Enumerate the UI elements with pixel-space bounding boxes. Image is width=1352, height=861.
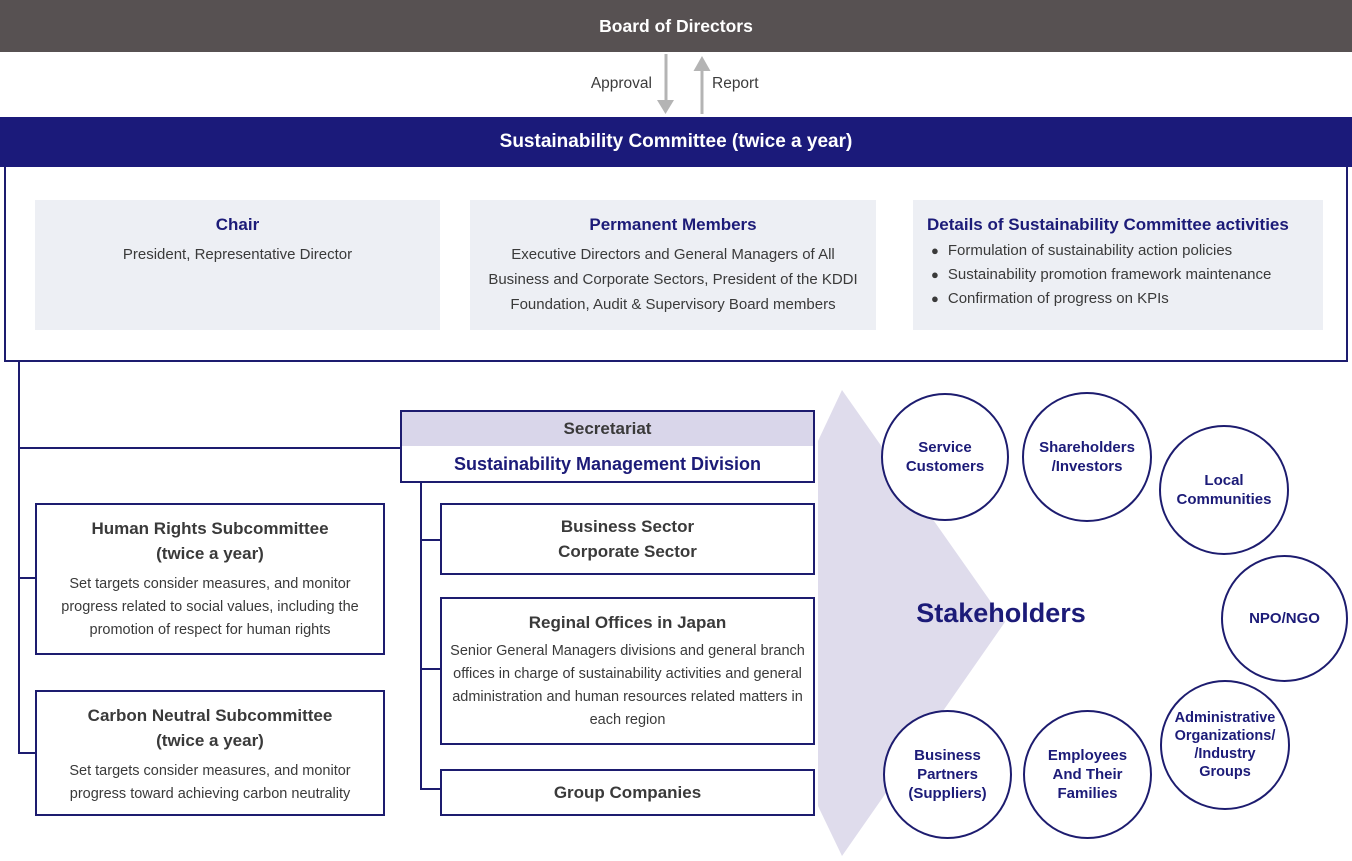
regional-offices-heading: Reginal Offices in Japan <box>528 613 727 632</box>
bullet-icon: ● <box>931 243 939 258</box>
activity-bullet-text: Sustainability promotion framework maintenance <box>947 266 1272 283</box>
secretariat-box <box>400 410 815 483</box>
chair-body: President, Representative Director <box>122 246 353 263</box>
regional-offices-body: Senior General Managers divisions and general branch offices in charge of sustainability activities and general administration and human resources related matters in each region <box>450 643 805 728</box>
report-arrow-icon <box>694 56 711 114</box>
carbon-neutral-body: Set targets consider measures, and monitor progress toward achieving carbon neutrality <box>69 763 351 802</box>
stakeholder-circle-shareholders-investors <box>1022 392 1152 522</box>
carbon-neutral-heading-line2: (twice a year) <box>156 731 264 750</box>
group-companies-box <box>440 769 815 816</box>
group-companies-heading: Group Companies <box>553 783 702 802</box>
approval-arrow-icon <box>657 54 674 114</box>
secretariat-header: Secretariat <box>402 412 813 446</box>
circle-text-line: Shareholders <box>1039 439 1135 456</box>
stakeholder-circle-administrative-industry <box>1160 680 1290 810</box>
human-rights-body: Set targets consider measures, and monitor progress related to social values, including the promotion of respect for human rights <box>61 576 359 638</box>
regional-offices-box <box>440 597 815 745</box>
sustainability-committee-title-bar <box>0 117 1352 167</box>
carbon-neutral-subcommittee-box <box>35 690 385 816</box>
stakeholder-circle-business-partners <box>883 710 1012 839</box>
circle-text-line: Employees <box>1047 747 1128 764</box>
activity-bullet-text: Formulation of sustainability action policies <box>947 242 1233 259</box>
committee-activities-panel <box>913 200 1323 330</box>
bullet-icon: ● <box>931 267 939 282</box>
circle-text-line: Business <box>914 747 981 764</box>
carbon-neutral-heading-line1: Carbon Neutral Subcommittee <box>87 706 333 725</box>
circle-text-line: Organizations/ <box>1174 728 1276 744</box>
sustainability-committee-title: Sustainability Committee (twice a year) <box>499 131 853 152</box>
corporate-sector-line: Corporate Sector <box>558 542 697 561</box>
chair-heading: Chair <box>215 215 260 234</box>
stakeholders-label: Stakeholders <box>916 598 1086 628</box>
chair-panel <box>35 200 440 330</box>
circle-text-line: Families <box>1057 785 1118 802</box>
human-rights-heading-line1: Human Rights Subcommittee <box>91 519 329 538</box>
permanent-members-heading: Permanent Members <box>589 215 757 234</box>
board-of-directors-title: Board of Directors <box>599 16 753 36</box>
permanent-members-panel <box>470 200 876 330</box>
circle-text-line: Partners <box>917 766 978 783</box>
circle-text-line: And Their <box>1052 766 1123 783</box>
bullet-icon: ● <box>931 291 939 306</box>
circle-text-line: /Industry <box>1194 746 1256 762</box>
circle-text-line: /Investors <box>1051 458 1123 475</box>
approval-label: Approval <box>590 75 652 92</box>
board-of-directors-bar <box>0 0 1352 52</box>
circle-text-line: Customers <box>905 458 985 475</box>
human-rights-heading-line2: (twice a year) <box>156 544 264 563</box>
stakeholder-circle-employees-families <box>1023 710 1152 839</box>
stakeholder-circle-service-customers <box>881 393 1009 521</box>
activity-bullet-item <box>931 240 1323 262</box>
permanent-members-body: Executive Directors and General Managers of All Business and Corporate Sectors, President of the KDDI Foundation, Audit & Supervisory Board members <box>488 246 858 313</box>
business-corporate-sector-box <box>440 503 815 575</box>
activity-bullet-item <box>931 288 1323 310</box>
business-sector-line: Business Sector <box>560 517 695 536</box>
circle-text-line: (Suppliers) <box>908 785 987 802</box>
human-rights-subcommittee-box <box>35 503 385 655</box>
committee-activities-heading: Details of Sustainability Committee activities <box>927 215 1289 234</box>
circle-text-line: Administrative <box>1174 710 1276 726</box>
stakeholder-circle-npo-ngo <box>1221 555 1348 682</box>
circle-text-line: Groups <box>1199 764 1251 780</box>
circle-text-line: Communities <box>1176 491 1272 508</box>
circle-text-line: Service <box>918 439 972 456</box>
circle-text-line: NPO/NGO <box>1249 610 1320 627</box>
report-label: Report <box>712 75 759 92</box>
activity-bullet-item <box>931 264 1323 286</box>
stakeholder-circle-local-communities <box>1159 425 1289 555</box>
sustainability-management-division-label: Sustainability Management Division <box>453 454 762 474</box>
activity-bullet-text: Confirmation of progress on KPIs <box>947 290 1169 307</box>
circle-text-line: Local <box>1204 472 1244 489</box>
